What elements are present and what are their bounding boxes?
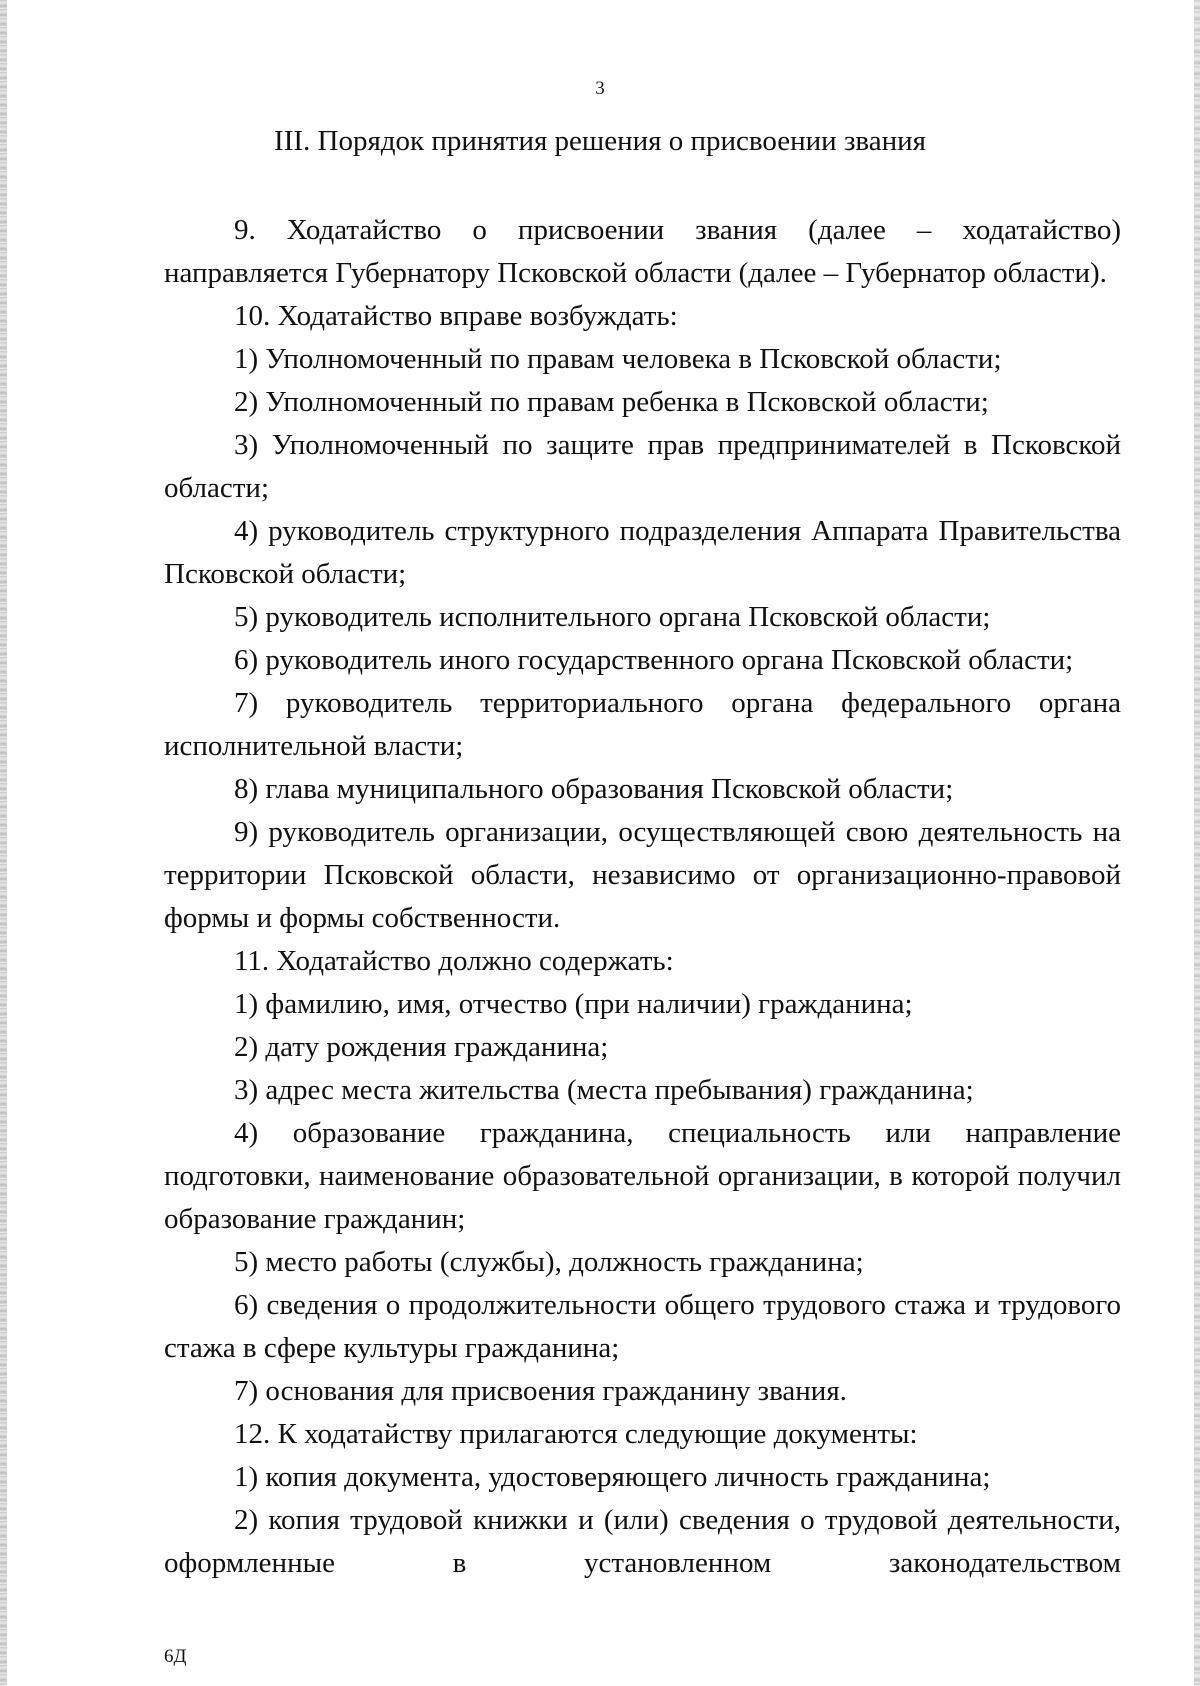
paragraph-11-item-2: 2) дату рождения гражданина; [234,1031,609,1063]
document-body [164,209,1121,1585]
paragraph-10-item-9: 9) руководитель организации, осуществляющей свою деятельность на территории Псковской области, независимо от организационно-правовой формы и формы собственности. [164,816,1121,934]
paragraph-10-item-5: 5) руководитель исполнительного органа Псковской области; [234,601,991,633]
paragraph-10-item-2: 2) Уполномоченный по правам ребенка в Псковской области; [234,386,989,418]
paragraph-10-item-1: 1) Уполномоченный по правам человека в Псковской области; [234,343,1002,375]
paragraph-12: 12. К ходатайству прилагаются следующие документы: [234,1418,918,1450]
footer-code: 6Д [164,1646,187,1667]
paragraph-10-item-8: 8) глава муниципального образования Псковской области; [234,773,954,805]
paragraph-11-item-6: 6) сведения о продолжительности общего трудового стажа и трудового стажа в сфере культуры гражданина; [164,1289,1121,1364]
paragraph-10-item-4: 4) руководитель структурного подразделения Аппарата Правительства Псковской области; [164,515,1121,590]
paragraph-11: 11. Ходатайство должно содержать: [234,945,674,977]
paragraph-11-item-1: 1) фамилию, имя, отчество (при наличии) гражданина; [234,988,913,1020]
paragraph-10-item-7: 7) руководитель территориального органа федерального органа исполнительной власти; [164,687,1121,762]
paragraph-11-item-7: 7) основания для присвоения гражданину звания. [234,1375,847,1407]
paragraph-9: 9. Ходатайство о присвоении звания (далее – ходатайство) направляется Губернатору Псковской области (далее – Губернатор области). [164,214,1121,289]
paragraph-11-item-3: 3) адрес места жительства (места пребывания) гражданина; [234,1074,974,1106]
paragraph-10-item-3: 3) Уполномоченный по защите прав предпринимателей в Псковской области; [164,429,1121,504]
scan-edge-right [1194,0,1200,1686]
paragraph-10: 10. Ходатайство вправе возбуждать: [234,300,678,332]
scan-edge-left [0,0,7,1686]
paragraph-12-item-1: 1) копия документа, удостоверяющего личность гражданина; [234,1461,991,1493]
paragraph-10-item-6: 6) руководитель иного государственного органа Псковской области; [234,644,1074,676]
page-number: 3 [595,78,605,99]
paragraph-11-item-4: 4) образование гражданина, специальность или направление подготовки, наименование образовательной организации, в которой получил образование гражданин; [164,1117,1121,1235]
paragraph-11-item-5: 5) место работы (службы), должность гражданина; [234,1246,864,1278]
paragraph-12-item-2: 2) копия трудовой книжки и (или) сведения о трудовой деятельности, оформленные в установленном законодательством [164,1504,1121,1579]
section-heading: III. Порядок принятия решения о присвоении звания [274,125,926,157]
